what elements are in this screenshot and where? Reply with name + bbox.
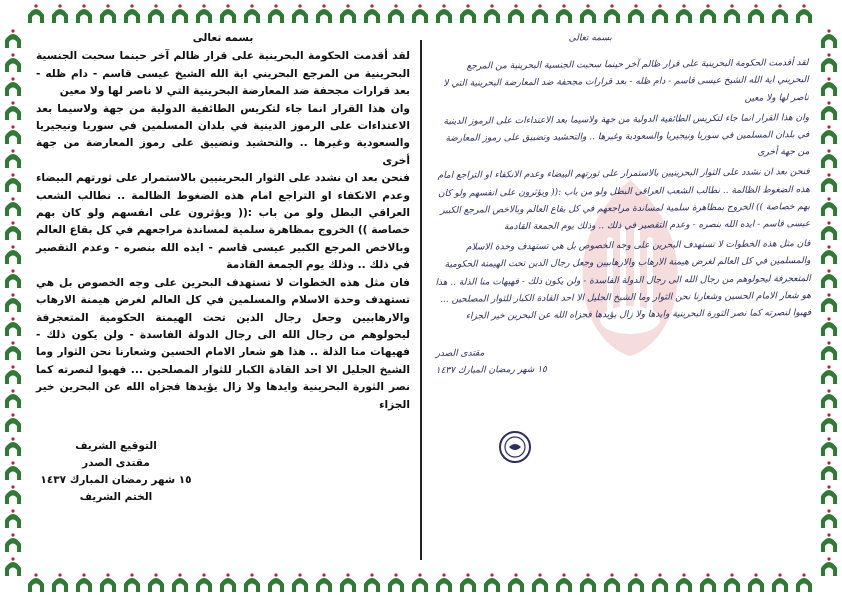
mosque-dome-icon [821,509,837,528]
mosque-dome-icon [5,173,21,192]
handwritten-paragraph: فنحن بعد ان نشدد على الثوار البحرينيين بالاستمرار على ثورتهم البيضاء وعدم الانكفاء او التراجع امام هذه الضغوط الظالمة .. نطالب الشعب العراقي البطل ولو من باب :(( ويؤثرون على انفسهم ولو كان بهم خصاصة )) الخروج بمظاهرة سلمية لمساندة مراجعهم في كل بقاع العالم وبالاخص المرجع الكبير عيسى قاسم - ايده الله بنصره - وعدم التقصير في ذلك .. وذلك يوم الجمعة القادمة [437,167,811,233]
typed-paragraph: لقد أقدمت الحكومة البحرينية على قرار ظالم آخر حينما سحبت الجنسية البحرينية من المرجع البحريني اية الله الشيخ عيسى قاسم - دام ظله - بعد قرارات مجحفة ضد المعارضة البحرينية التي لا ناصر لها ولا معين [36,50,410,98]
mosque-dome-icon [292,573,308,592]
handwritten-paragraph: وان هذا القرار انما جاء لتكريس الطائفية الدولية من جهة ولاسيما بعد الاعتداءات على الرموز الدينية في بلدان المسلمين في سوريا ونيجيريا والسعودية وغيرها .. والتحشيد وتضييق على رموز المعارضة من جهة أخرى [443,112,810,158]
typed-paragraph: فان مثل هذه الخطوات لا تستهدف البحرين على وجه الخصوص بل هي تستهدف وحدة الاسلام والمسلمين في كل العالم لغرض هيمنة الارهاب والارهابيين وجعل رجال الدين تحت الهيمنة الحكومية المتعجرفة ليحولوهم من رجال الله الى رجال الدولة الفاسدة - ولن يكون ذلك - فهيهات منا الذلة .. هذا هو شعار الامام الحسين وشعارنا نحن الثوار وما الشيخ الجليل الا احد القادة الكبار للثوار المصلحين ... فهبوا لنصرته كما نصر الثورة البحرينية وايدها ولا زال يؤيدها فجزاه الله عن البحرين خير الجزاء [36,276,410,411]
mosque-dome-icon [821,29,837,48]
handwritten-signature [435,342,811,380]
mosque-dome-icon [724,573,740,592]
mosque-dome-icon [508,4,524,23]
mosque-dome-icon [316,4,332,23]
mosque-dome-icon [5,149,21,168]
mosque-dome-icon [748,4,764,23]
mosque-dome-icon [5,485,21,504]
mosque-dome-icon [100,4,116,23]
mosque-dome-icon [796,573,812,592]
column-divider [420,40,422,560]
mosque-dome-icon [5,317,21,336]
mosque-dome-icon [5,413,21,432]
mosque-dome-icon [5,557,21,576]
mosque-dome-icon [5,197,21,216]
mosque-dome-icon [5,101,21,120]
mosque-dome-icon [148,4,164,23]
mosque-dome-icon [604,573,620,592]
mosque-dome-icon [460,4,476,23]
mosque-dome-icon [508,573,524,592]
mosque-dome-icon [28,573,44,592]
mosque-dome-icon [821,461,837,480]
mosque-dome-icon [724,4,740,23]
border-left [0,0,26,595]
typed-paragraph: فنحن بعد ان نشدد على الثوار البحرينيين بالاستمرار على ثورتهم البيضاء وعدم الانكفاء او التراجع امام هذه الضغوط الظالمة .. نطالب الشعب العراقي البطل ولو من باب :(( ويؤثرون على انفسهم ولو كان بهم خصاصة )) الخروج بمظاهرة سلمية لمساندة مراجعهم في كل بقاع العالم وبالاخص المرجع الكبير عيسى قاسم - ايده الله بنصره - وعدم التقصير في ذلك .. وذلك يوم الجمعة القادمة [36,172,410,272]
mosque-dome-icon [676,573,692,592]
mosque-dome-icon [268,573,284,592]
mosque-dome-icon [821,245,837,264]
mosque-dome-icon [28,4,44,23]
mosque-dome-icon [364,4,380,23]
mosque-dome-icon [821,437,837,456]
mosque-dome-icon [5,461,21,480]
seal-line: الختم الشريف [79,491,153,503]
mosque-dome-icon [5,341,21,360]
mosque-dome-icon [5,125,21,144]
mosque-dome-icon [5,509,21,528]
mosque-dome-icon [5,53,21,72]
mosque-dome-icon [628,4,644,23]
mosque-dome-icon [556,4,572,23]
mosque-dome-icon [76,573,92,592]
mosque-dome-icon [628,573,644,592]
mosque-dome-icon [821,125,837,144]
mosque-dome-icon [5,269,21,288]
mosque-dome-icon [196,573,212,592]
mosque-dome-icon [821,485,837,504]
mosque-dome-icon [796,4,812,23]
mosque-dome-icon [821,557,837,576]
mosque-dome-icon [821,197,837,216]
typed-statement [36,30,410,414]
mosque-dome-icon [5,293,21,312]
mosque-dome-icon [821,269,837,288]
mosque-dome-icon [652,573,668,592]
mosque-dome-icon [364,573,380,592]
handwritten-paragraph: فان مثل هذه الخطوات لا تستهدف البحرين على وجه الخصوص بل هي تستهدف وحدة الاسلام والمسلمين في كل العالم لغرض هيمنة الارهاب والارهابيين وجعل رجال الدين تحت الهيمنة الحكومية المتعجرفة ليحولوهم من رجال الله الى رجال الدولة الفاسدة - ولن يكون ذلك - فهيهات منا الذلة .. هذا هو شعار الامام الحسين وشعارنا نحن الثوار وما الشيخ الجليل الا احد القادة الكبار للثوار المصلحين ... فهبوا لنصرته كما نصر الثورة البحرينية وايدها ولا زال يؤيدها فجزاه الله عن البحرين خير الجزاء [435,239,812,322]
mosque-dome-icon [388,573,404,592]
mosque-dome-icon [821,173,837,192]
mosque-dome-icon [76,4,92,23]
mosque-dome-icon [5,221,21,240]
mosque-dome-icon [748,573,764,592]
signature-date: ١٥ شهر رمضان المبارك ١٤٣٧ [40,474,192,486]
mosque-dome-icon [556,573,572,592]
mosque-dome-icon [580,573,596,592]
mosque-dome-icon [5,533,21,552]
typed-title: بسمه تعالى [192,32,254,44]
mosque-dome-icon [388,4,404,23]
mosque-dome-icon [124,573,140,592]
mosque-dome-icon [5,77,21,96]
mosque-dome-icon [124,4,140,23]
mosque-dome-icon [436,4,452,23]
mosque-dome-icon [821,221,837,240]
mosque-dome-icon [244,4,260,23]
mosque-dome-icon [604,4,620,23]
handwritten-signature-date: ١٥ شهر رمضان المبارك ١٤٣٧ [435,365,547,377]
mosque-dome-icon [5,437,21,456]
mosque-dome-icon [484,4,500,23]
mosque-dome-icon [532,4,548,23]
mosque-dome-icon [772,573,788,592]
mosque-dome-icon [821,53,837,72]
mosque-dome-icon [172,4,188,23]
mosque-dome-icon [148,573,164,592]
mosque-dome-icon [5,29,21,48]
mosque-dome-icon [340,573,356,592]
mosque-dome-icon [5,389,21,408]
mosque-dome-icon [268,4,284,23]
handwritten-statement [432,28,812,381]
mosque-dome-icon [220,4,236,23]
mosque-dome-icon [821,293,837,312]
handwritten-signature-name: مقتدى الصدر [435,348,485,360]
mosque-dome-icon [244,573,260,592]
mosque-dome-icon [821,389,837,408]
mosque-dome-icon [821,365,837,384]
mosque-dome-icon [700,4,716,23]
mosque-dome-icon [436,573,452,592]
mosque-dome-icon [676,4,692,23]
mosque-dome-icon [316,573,332,592]
border-bottom [0,569,842,595]
mosque-dome-icon [220,573,236,592]
mosque-dome-icon [52,4,68,23]
border-right [816,0,842,595]
mosque-dome-icon [821,413,837,432]
mosque-dome-icon [196,4,212,23]
mosque-dome-icon [821,341,837,360]
mosque-dome-icon [412,573,428,592]
signature-line: التوقيع الشريف [75,440,157,452]
mosque-dome-icon [700,573,716,592]
signature-name: مقتدى الصدر [82,457,150,469]
mosque-dome-icon [821,101,837,120]
mosque-dome-icon [821,533,837,552]
seal-stamp-icon [498,430,532,464]
handwritten-title: بسمه تعالى [568,33,612,44]
mosque-dome-icon [821,149,837,168]
typed-paragraph: وان هذا القرار انما جاء لتكريس الطائفية الدولية من جهة ولاسيما بعد الاعتداءات على الرموز الدينية في بلدان المسلمين في سوريا ونيجيريا والسعودية وغيرها .. والتحشيد وتضييق على رموز المعارضة من جهة أخرى [36,102,410,167]
mosque-dome-icon [821,77,837,96]
mosque-dome-icon [292,4,308,23]
border-top [0,0,842,26]
mosque-dome-icon [772,4,788,23]
typed-signature-block [36,438,196,506]
mosque-dome-icon [412,4,428,23]
mosque-dome-icon [821,317,837,336]
mosque-dome-icon [652,4,668,23]
mosque-dome-icon [532,573,548,592]
mosque-dome-icon [5,245,21,264]
mosque-dome-icon [484,573,500,592]
handwritten-paragraph: لقد أقدمت الحكومة البحرينية على قرار ظالم آخر حينما سحبت الجنسية البحرينية من المرجع البحريني اية الله الشيخ عيسى قاسم - دام ظله - بعد قرارات مجحفة ضد المعارضة البحرينية التي لا ناصر لها ولا معين [443,58,809,104]
mosque-dome-icon [340,4,356,23]
mosque-dome-icon [172,573,188,592]
mosque-dome-icon [5,365,21,384]
mosque-dome-icon [52,573,68,592]
mosque-dome-icon [100,573,116,592]
mosque-dome-icon [580,4,596,23]
mosque-dome-icon [460,573,476,592]
